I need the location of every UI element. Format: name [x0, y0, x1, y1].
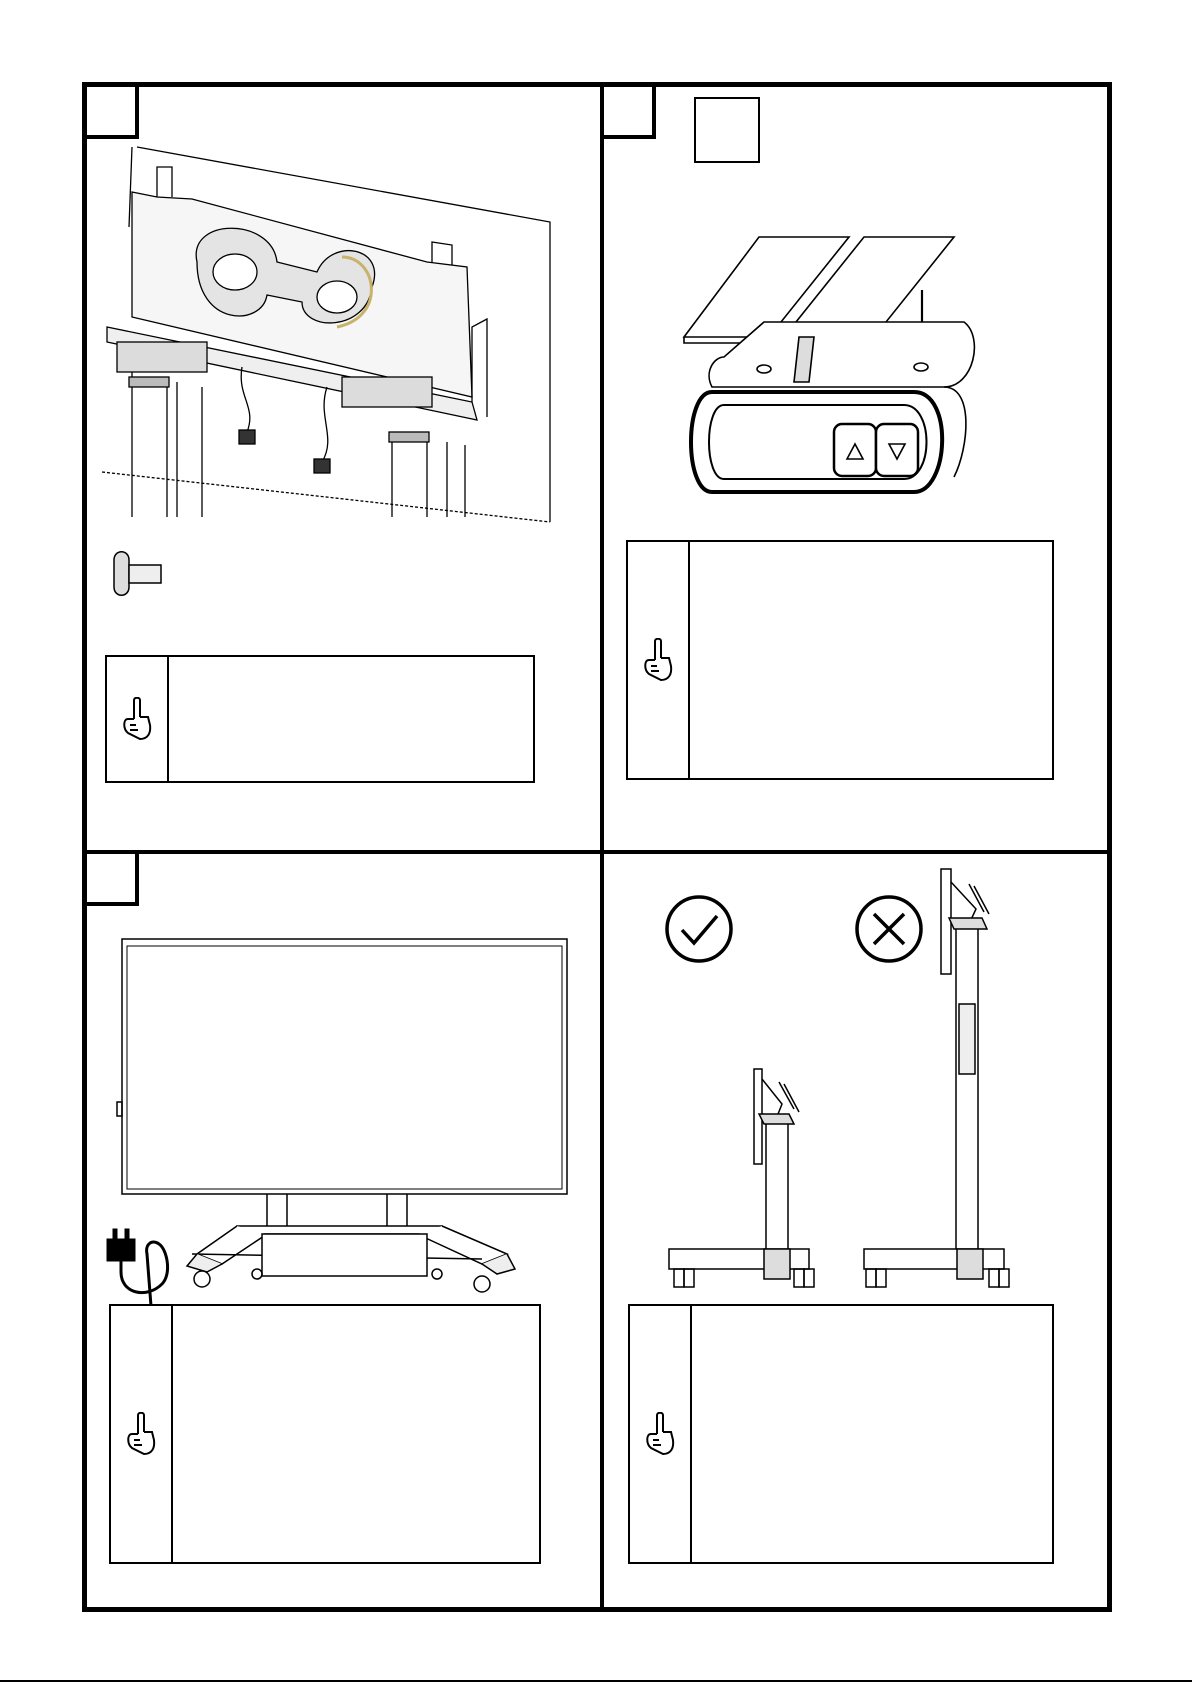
footer-rule	[0, 1680, 1192, 1682]
screw-icon	[114, 552, 161, 596]
step-4-note	[628, 1304, 1054, 1564]
step-4-panel	[604, 854, 1107, 1607]
pointing-hand-icon	[630, 1306, 692, 1562]
step-3-note	[109, 1304, 541, 1564]
step-2-note-text	[700, 552, 1042, 768]
step-4-note-text	[702, 1316, 1042, 1552]
step-1-note-text	[179, 667, 523, 771]
step-1-note	[105, 655, 535, 783]
x-circle-icon	[857, 897, 921, 961]
step-3-panel	[87, 854, 600, 1607]
pointing-hand-icon	[628, 542, 690, 778]
step-2-panel	[604, 87, 1107, 850]
step-1-panel	[87, 87, 600, 850]
pointing-hand-icon	[107, 657, 169, 781]
check-circle-icon	[667, 897, 731, 961]
step-2-note	[626, 540, 1054, 780]
step-3-note-text	[183, 1316, 529, 1552]
pointing-hand-icon	[111, 1306, 173, 1562]
instruction-sheet	[82, 82, 1112, 1612]
